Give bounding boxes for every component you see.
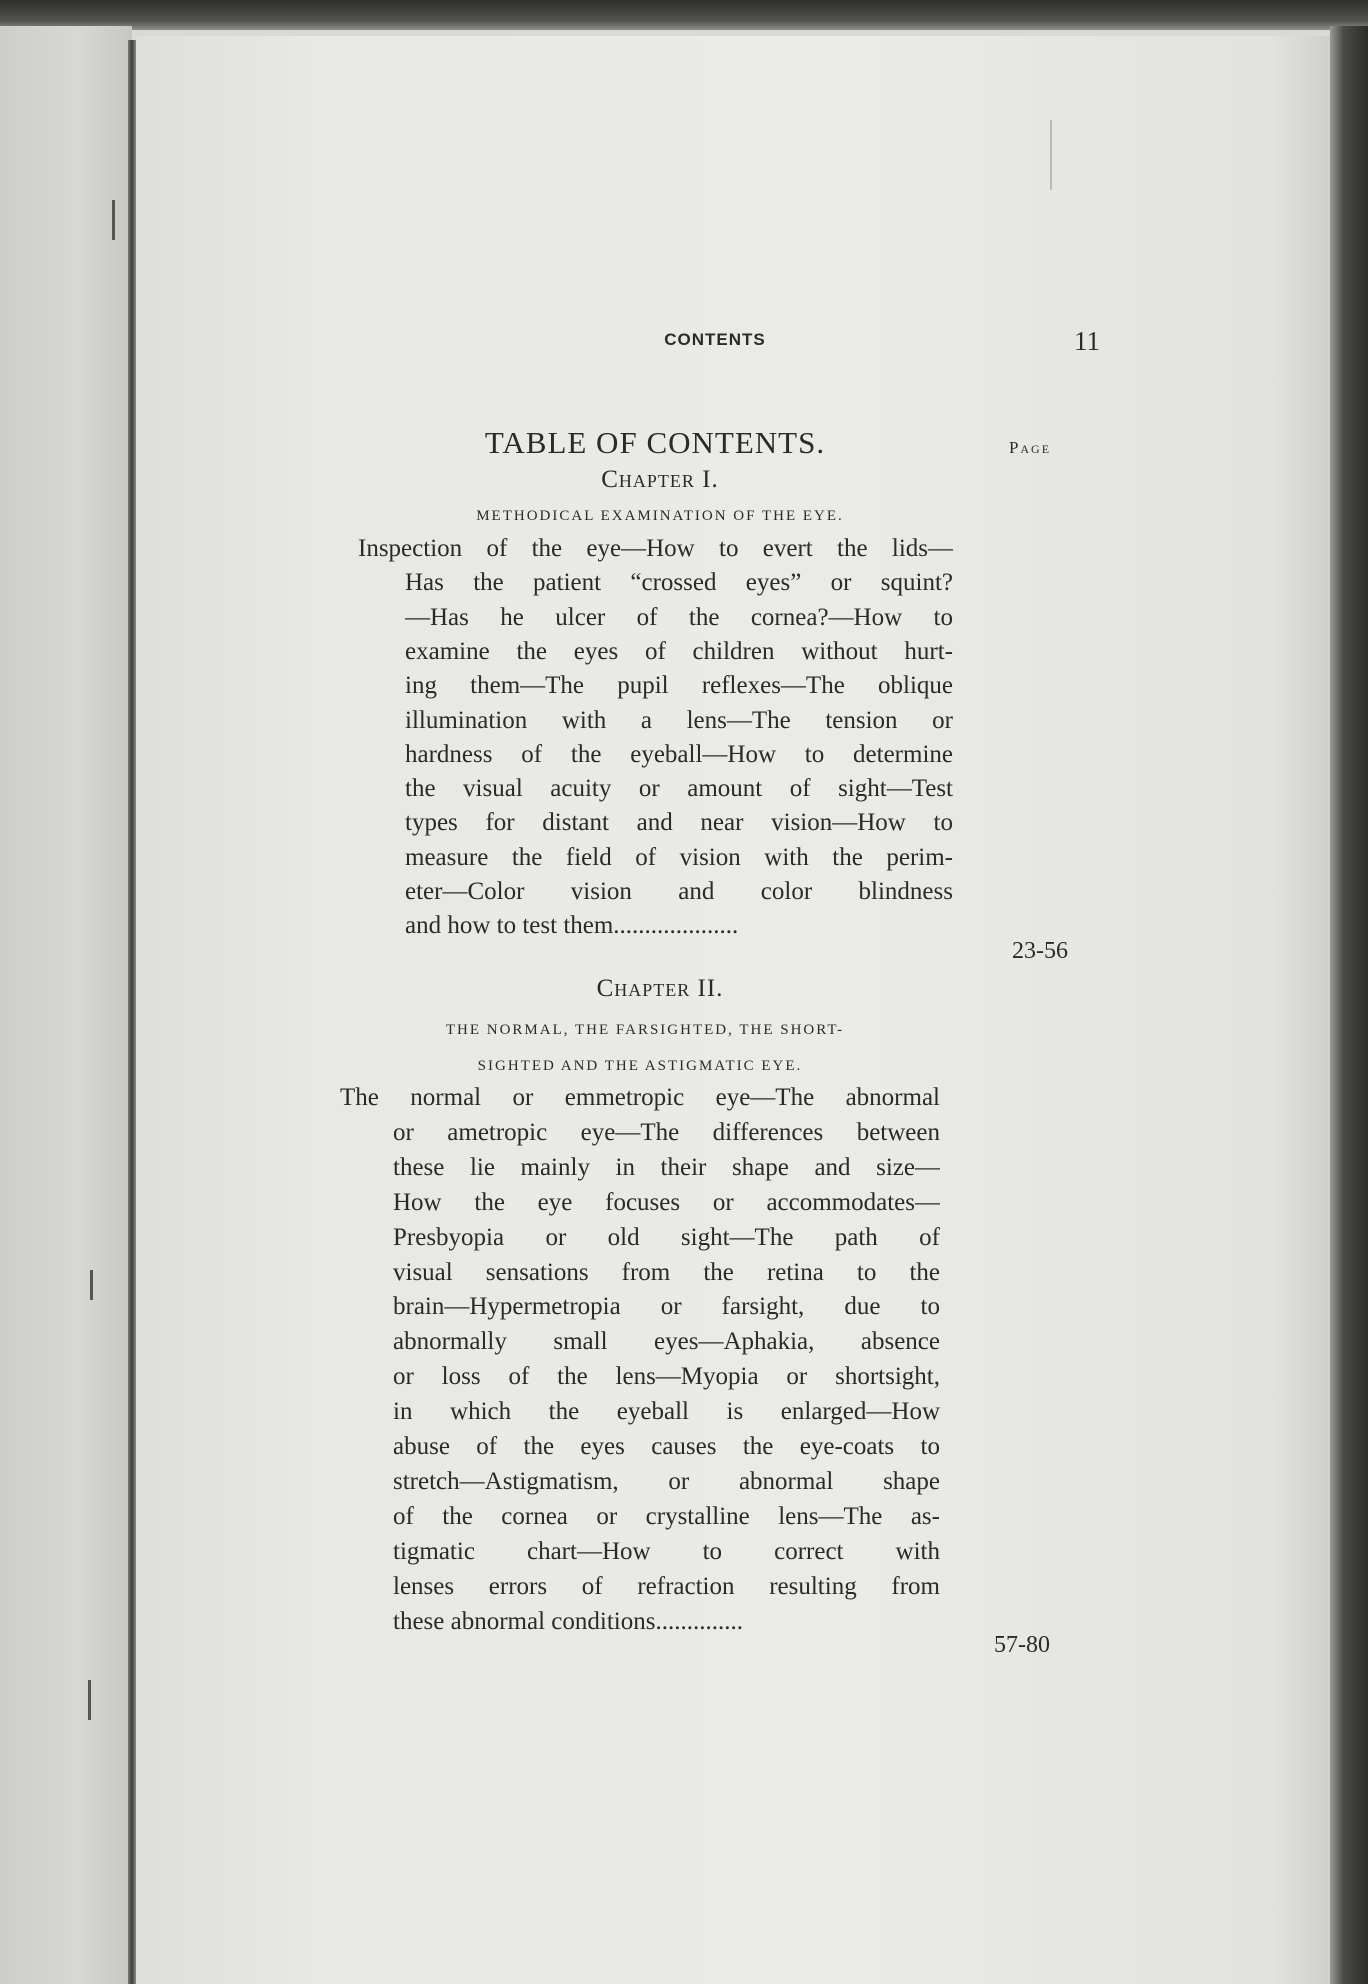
running-title: CONTENTS	[664, 330, 766, 349]
entry-text-line: illumination with a lens—The tension or	[405, 706, 953, 734]
entry-text-line: in which the eyeball is enlarged—How	[393, 1398, 940, 1426]
entry-text-line: and how to test them....................	[405, 912, 739, 940]
entry-text-line: hardness of the eyeball—How to determine	[405, 740, 953, 768]
entry-text-line: Inspection of the eye—How to evert the lids—	[358, 535, 953, 562]
chapter-subtitle-line: THE NORMAL, THE FARSIGHTED, THE SHORT-	[445, 1022, 845, 1038]
entry-text-line: abuse of the eyes causes the eye-coats to	[393, 1433, 940, 1460]
scan-speck	[88, 1680, 91, 1720]
scan-speck	[1050, 120, 1052, 190]
entry-text-line: brain—Hypermetropia or farsight, due to	[393, 1293, 940, 1321]
entry-text-line: stretch—Astigmatism, or abnormal shape	[393, 1467, 940, 1495]
chapter-page-range: 23-56	[1012, 938, 1068, 964]
entry-text-line: the visual acuity or amount of sight—Test	[405, 775, 953, 803]
chapter-subtitle-line: SIGHTED AND THE ASTIGMATIC EYE.	[477, 1058, 803, 1074]
entry-text-line: tigmatic chart—How to correct with	[393, 1537, 940, 1565]
entry-text-line: The normal or emmetropic eye—The abnormal	[340, 1084, 940, 1111]
entry-text-line: lenses errors of refraction resulting from	[393, 1572, 940, 1600]
entry-text-line: ing them—The pupil reflexes—The oblique	[405, 672, 953, 700]
page-number: 11	[1074, 326, 1100, 356]
chapter-heading: Chapter I.	[601, 466, 719, 493]
entry-text-line: these abnormal conditions..............	[393, 1607, 743, 1635]
chapter-subtitle-line: METHODICAL EXAMINATION OF THE EYE.	[476, 508, 844, 524]
page-sheet	[136, 36, 1330, 1984]
entry-text-line: Has the patient “crossed eyes” or squint?	[405, 569, 953, 597]
entry-text-line: eter—Color vision and color blindness	[405, 878, 953, 905]
entry-text-line: or loss of the lens—Myopia or shortsight,	[393, 1363, 940, 1391]
entry-text-line: or ametropic eye—The differences between	[393, 1118, 940, 1146]
scan-top-edge	[0, 0, 1368, 30]
book-gutter	[128, 40, 136, 1984]
scan-speck	[112, 200, 115, 240]
entry-text-line: —Has he ulcer of the cornea?—How to	[405, 603, 953, 631]
entry-text-line: abnormally small eyes—Aphakia, absence	[393, 1328, 940, 1356]
entry-text-line: Presbyopia or old sight—The path of	[393, 1223, 940, 1251]
entry-text-line: of the cornea or crystalline lens—The as-	[393, 1502, 940, 1530]
scan-right-edge	[1330, 26, 1368, 1984]
entry-text-line: types for distant and near vision—How to	[405, 809, 953, 837]
entry-text-line: visual sensations from the retina to the	[393, 1258, 940, 1286]
chapter-heading: Chapter II.	[596, 975, 724, 1002]
facing-page-edge	[0, 26, 132, 1984]
entry-text-line: these lie mainly in their shape and size—	[393, 1153, 940, 1181]
entry-text-line: How the eye focuses or accommodates—	[393, 1188, 940, 1216]
scan-speck	[90, 1270, 93, 1300]
entry-text-line: examine the eyes of children without hurt-	[405, 637, 953, 665]
page-column-label: Page	[1008, 438, 1052, 457]
toc-title: TABLE OF CONTENTS.	[484, 425, 826, 460]
entry-text-line: measure the field of vision with the perim-	[405, 843, 953, 871]
chapter-page-range: 57-80	[994, 1632, 1050, 1658]
